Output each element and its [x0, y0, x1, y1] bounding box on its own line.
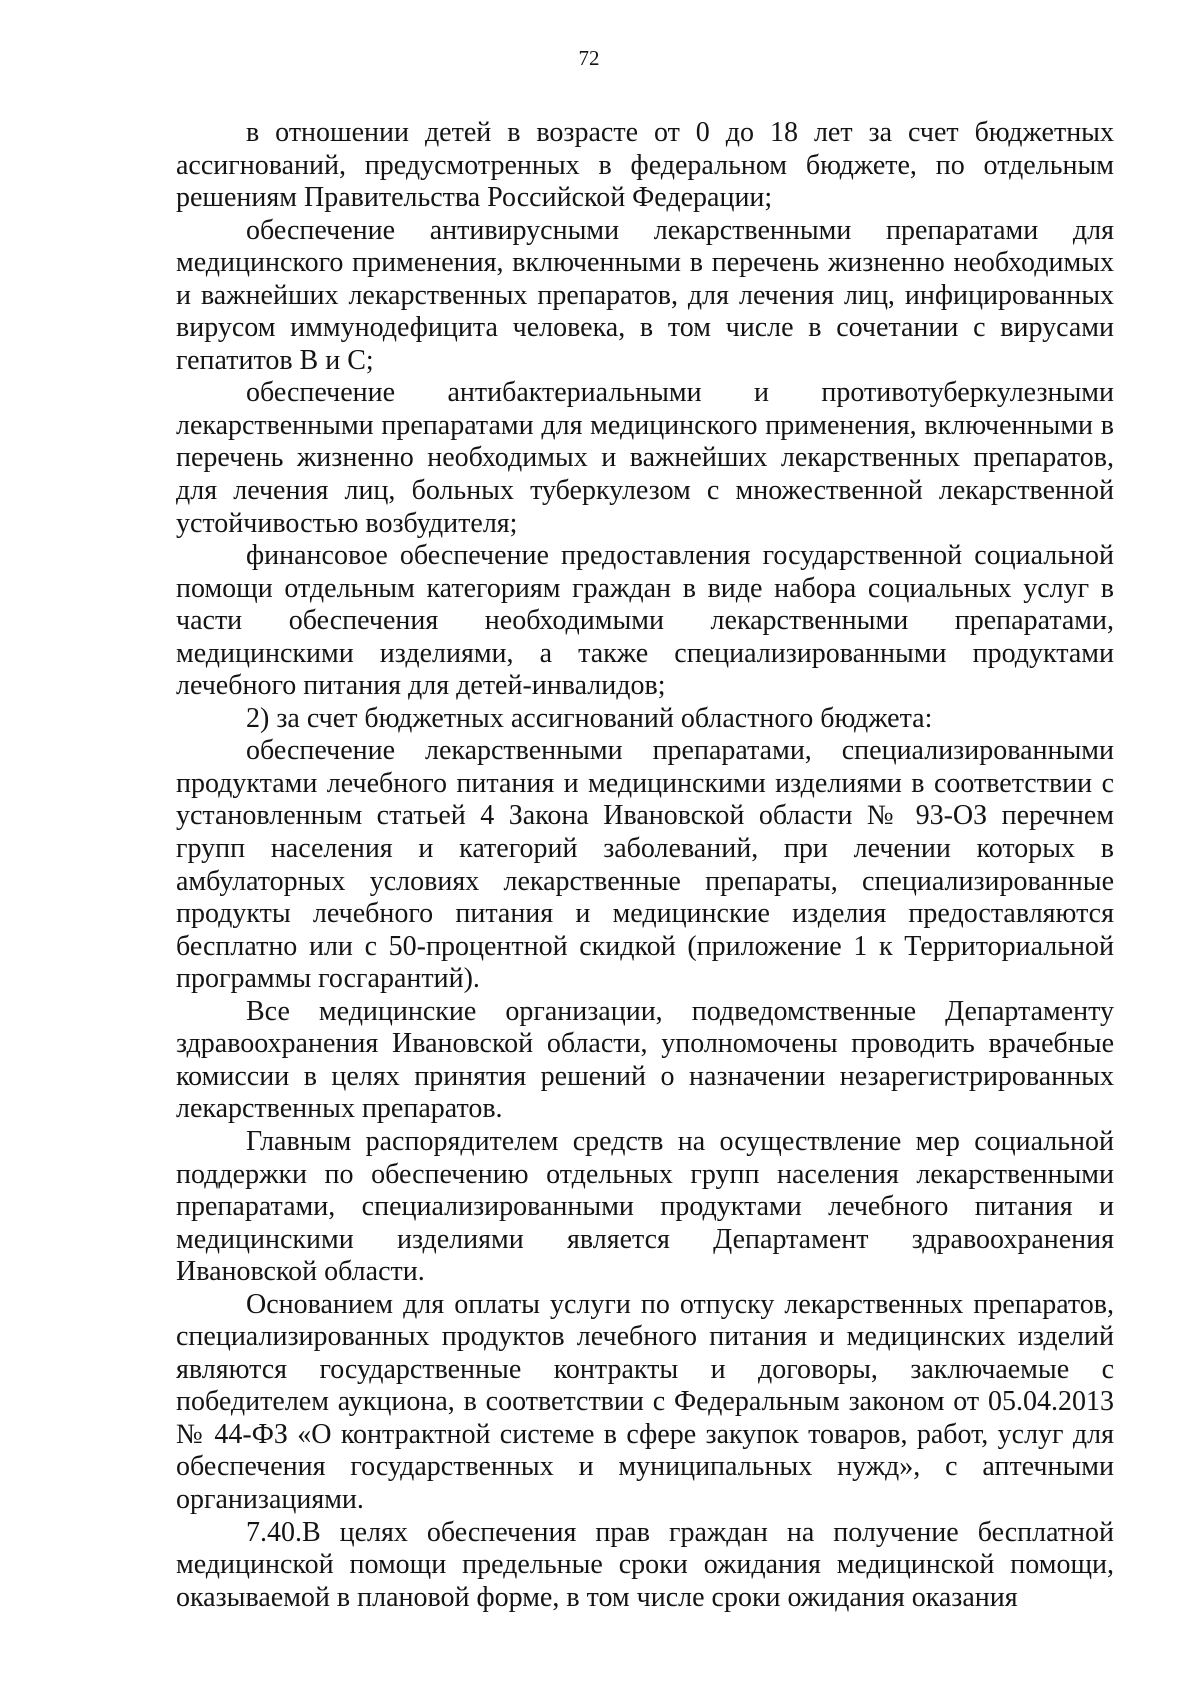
paragraph-section-7-40: 7.40.В целях обеспечения прав граждан на получение бесплатной медицинской помощи предельные сроки ожидания медицинской помощи, оказываемой в плановой форме, в том числе сроки ожидания оказания [176, 1516, 1114, 1613]
page-number: 72 [578, 46, 600, 70]
paragraph-payment-basis: Основанием для оплаты услуги по отпуску лекарственных препаратов, специализированных продуктов лечебного питания и медицинских изделий являются государственные контракты и договоры, заключаемые с победителем аукциона, в соответствии с Федеральным законом от 05.04.2013 № 44-ФЗ «О контрактной системе в сфере закупок товаров, работ, услуг для обеспечения государственных и муниципальных нужд», с аптечными организациями. [176, 1288, 1114, 1515]
paragraph-children-funding: в отношении детей в возрасте от 0 до 18 лет за счет бюджетных ассигнований, предусмотренных в федеральном бюджете, по отдельным решениям Правительства Российской Федерации; [176, 117, 1114, 214]
paragraph-antibacterial-drugs: обеспечение антибактериальными и противотуберкулезными лекарственными препаратами для медицинского применения, включенными в перечень жизненно необходимых и важнейших лекарственных препаратов, для лечения лиц, больных туберкулезом с множественной лекарственной устойчивостью возбудителя; [176, 377, 1114, 539]
paragraph-social-assistance: финансовое обеспечение предоставления государственной социальной помощи отдельным категориям граждан в виде набора социальных услуг в части обеспечения необходимыми лекарственными препаратами, медицинскими изделиями, а также специализированными продуктами лечебного питания для детей-инвалидов; [176, 540, 1114, 702]
paragraph-chief-administrator: Главным распорядителем средств на осуществление мер социальной поддержки по обеспечению отдельных групп населения лекарственными препаратами, специализированными продуктами лечебного питания и медицинскими изделиями является Департамент здравоохранения Ивановской области. [176, 1125, 1114, 1288]
paragraph-medical-commissions: Все медицинские организации, подведомственные Департаменту здравоохранения Ивановской области, уполномочены проводить врачебные комиссии в целях принятия решений о назначении незарегистрированных лекарственных препаратов. [176, 995, 1114, 1125]
document-body [176, 117, 1114, 1614]
paragraph-antiviral-drugs: обеспечение антивирусными лекарственными препаратами для медицинского применения, включенными в перечень жизненно необходимых и важнейших лекарственных препаратов, для лечения лиц, инфицированных вирусом иммунодефицита человека, в том числе в сочетании с вирусами гепатитов B и C; [176, 214, 1114, 376]
paragraph-regional-budget: 2) за счет бюджетных ассигнований областного бюджета: [246, 702, 933, 734]
paragraph-drug-provision: обеспечение лекарственными препаратами, специализированными продуктами лечебного питания и медицинскими изделиями в соответствии с установленным статьей 4 Закона Ивановской области № 93-ОЗ перечнем групп населения и категорий заболеваний, при лечении которых в амбулаторных условиях лекарственные препараты, специализированные продукты лечебного питания и медицинские изделия предоставляются бесплатно или с 50-процентной скидкой (приложение 1 к Территориальной программы госгарантий). [176, 735, 1114, 995]
